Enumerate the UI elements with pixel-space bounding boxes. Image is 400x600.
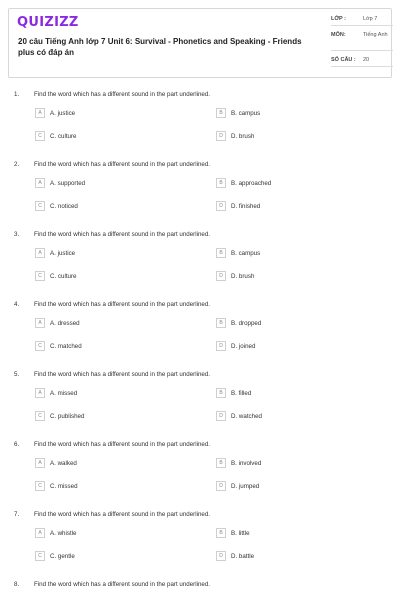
question-number: 2. bbox=[14, 161, 20, 168]
option-letter-box: D bbox=[216, 341, 226, 351]
option-letter-box: B bbox=[216, 458, 226, 468]
option-letter-box: A bbox=[35, 318, 45, 328]
option-text: A. supported bbox=[50, 179, 86, 187]
option-text: D. finished bbox=[231, 202, 261, 210]
worksheet-header bbox=[8, 8, 392, 78]
question-item bbox=[0, 581, 400, 600]
option-letter-box: D bbox=[216, 411, 226, 421]
meta-value: Tiếng Anh bbox=[363, 32, 388, 38]
worksheet-title: 20 câu Tiếng Anh lớp 7 Unit 6: Survival - Phonetics and Speaking - Friends plus có đáp án bbox=[18, 37, 302, 57]
option-text: D. watched bbox=[231, 412, 262, 420]
option-letter-box: A bbox=[35, 458, 45, 468]
question-item bbox=[0, 231, 400, 301]
option-text: B. campus bbox=[231, 109, 261, 117]
meta-value: Lớp 7 bbox=[363, 16, 378, 22]
option-letter-box: C bbox=[35, 551, 45, 561]
meta-value: 20 bbox=[363, 57, 370, 63]
quizizz-logo[interactable]: QUIZIZZ bbox=[17, 15, 79, 30]
option-text: D. jumped bbox=[231, 482, 260, 490]
question-text: Find the word which has a different sound in the part underlined. bbox=[34, 511, 210, 518]
option-letter-box: D bbox=[216, 271, 226, 281]
meta-key: MÔN: bbox=[331, 32, 346, 38]
option-text: B. dropped bbox=[231, 319, 262, 327]
option-text: A. missed bbox=[50, 389, 78, 397]
option-text: B. little bbox=[231, 529, 250, 537]
option-text: D. battle bbox=[231, 552, 255, 560]
option-letter-box: D bbox=[216, 551, 226, 561]
option-text: A. justice bbox=[50, 249, 76, 257]
option-text: C. matched bbox=[50, 342, 82, 350]
option-text: D. joined bbox=[231, 342, 256, 350]
question-item bbox=[0, 371, 400, 441]
option-letter-box: C bbox=[35, 341, 45, 351]
option-text: C. gentle bbox=[50, 552, 75, 560]
option-letter-box: A bbox=[35, 528, 45, 538]
option-letter-box: B bbox=[216, 178, 226, 188]
question-number: 4. bbox=[14, 301, 20, 308]
question-text: Find the word which has a different sound in the part underlined. bbox=[34, 161, 210, 168]
option-letter-box: D bbox=[216, 481, 226, 491]
option-text: B. approached bbox=[231, 179, 272, 187]
question-text: Find the word which has a different sound in the part underlined. bbox=[34, 301, 210, 308]
option-letter-box: A bbox=[35, 248, 45, 258]
option-letter-box: D bbox=[216, 131, 226, 141]
option-letter-box: C bbox=[35, 131, 45, 141]
option-text: A. whistle bbox=[50, 529, 77, 537]
meta-row-subject bbox=[331, 32, 393, 51]
option-letter-box: B bbox=[216, 108, 226, 118]
option-text: C. culture bbox=[50, 272, 77, 280]
option-text: D. brush bbox=[231, 272, 255, 280]
question-number: 6. bbox=[14, 441, 20, 448]
option-text: A. justice bbox=[50, 109, 76, 117]
option-letter-box: B bbox=[216, 318, 226, 328]
option-text: C. noticed bbox=[50, 202, 78, 210]
meta-key: LỚP : bbox=[331, 16, 346, 22]
question-number: 3. bbox=[14, 231, 20, 238]
option-letter-box: C bbox=[35, 271, 45, 281]
option-letter-box: A bbox=[35, 108, 45, 118]
question-number: 8. bbox=[14, 581, 20, 588]
meta-row-grade bbox=[331, 16, 393, 26]
question-text: Find the word which has a different sound in the part underlined. bbox=[34, 441, 210, 448]
question-text: Find the word which has a different sound in the part underlined. bbox=[34, 371, 210, 378]
meta-row-count bbox=[331, 57, 393, 67]
option-letter-box: C bbox=[35, 481, 45, 491]
option-letter-box: D bbox=[216, 201, 226, 211]
option-letter-box: C bbox=[35, 411, 45, 421]
option-letter-box: B bbox=[216, 388, 226, 398]
option-text: C. culture bbox=[50, 132, 77, 140]
question-text: Find the word which has a different sound in the part underlined. bbox=[34, 581, 210, 588]
option-letter-box: A bbox=[35, 388, 45, 398]
question-item bbox=[0, 301, 400, 371]
option-text: C. missed bbox=[50, 482, 78, 490]
question-item bbox=[0, 91, 400, 161]
question-item bbox=[0, 441, 400, 511]
question-item bbox=[0, 161, 400, 231]
option-text: B. filled bbox=[231, 389, 252, 397]
option-letter-box: B bbox=[216, 248, 226, 258]
option-text: B. campus bbox=[231, 249, 261, 257]
option-text: C. published bbox=[50, 412, 85, 420]
question-item bbox=[0, 511, 400, 581]
option-letter-box: C bbox=[35, 201, 45, 211]
option-letter-box: A bbox=[35, 178, 45, 188]
question-text: Find the word which has a different sound in the part underlined. bbox=[34, 231, 210, 238]
option-text: D. brush bbox=[231, 132, 255, 140]
meta-key: SỐ CÂU : bbox=[331, 57, 356, 63]
option-text: A. dressed bbox=[50, 319, 80, 327]
option-text: A. walked bbox=[50, 459, 77, 467]
question-text: Find the word which has a different sound in the part underlined. bbox=[34, 91, 210, 98]
question-number: 1. bbox=[14, 91, 20, 98]
option-letter-box: B bbox=[216, 528, 226, 538]
option-text: B. involved bbox=[231, 459, 262, 467]
question-number: 7. bbox=[14, 511, 20, 518]
question-number: 5. bbox=[14, 371, 20, 378]
